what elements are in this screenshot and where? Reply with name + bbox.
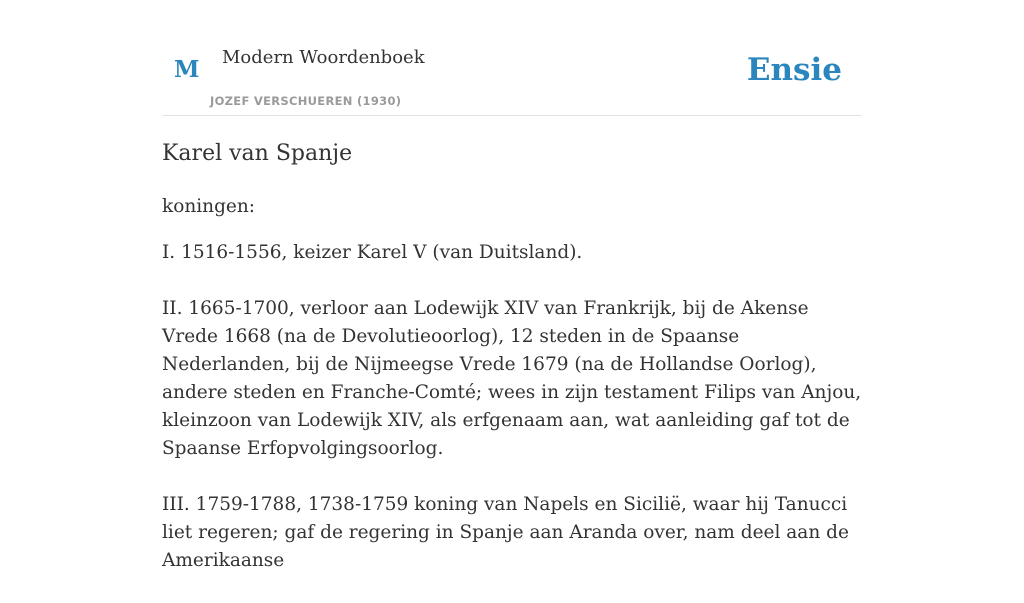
book-logo[interactable]: M <box>174 56 200 83</box>
ensie-logo[interactable]: Ensie <box>746 52 842 88</box>
entry-paragraph: II. 1665-1700, verloor aan Lodewijk XIV van Frankrijk, bij de Akense Vrede 1668 (na de Devolutieoorlog), 12 steden in de Spaanse Nederlanden, bij de Nijmeegse Vrede 1679 (na de Hollandse Oorlog), andere steden en Franche-Comté; wees in zijn testament Filips van Anjou, kleinzoon van Lodewijk XIV, als erfgenaam aan, wat aanleiding gaf tot de Spaanse Erfopvolgingsoorlog. <box>162 298 862 459</box>
entry-paragraph: I. 1516-1556, keizer Karel V (van Duitsland). <box>162 242 583 263</box>
entry-title: Karel van Spanje <box>162 141 353 166</box>
book-title-link[interactable]: Modern Woordenboek <box>222 47 425 68</box>
page <box>162 0 862 571</box>
entry-intro: koningen: <box>162 196 256 217</box>
entry-paragraph: III. 1759-1788, 1738-1759 koning van Napels en Sicilië, waar hij Tanucci liet regeren; gaf de regering in Spanje aan Aranda over, nam deel aan de Amerikaanse <box>162 494 849 571</box>
entry-body <box>162 239 862 603</box>
header <box>162 0 862 116</box>
book-author: JOZEF VERSCHUEREN (1930) <box>210 94 402 108</box>
